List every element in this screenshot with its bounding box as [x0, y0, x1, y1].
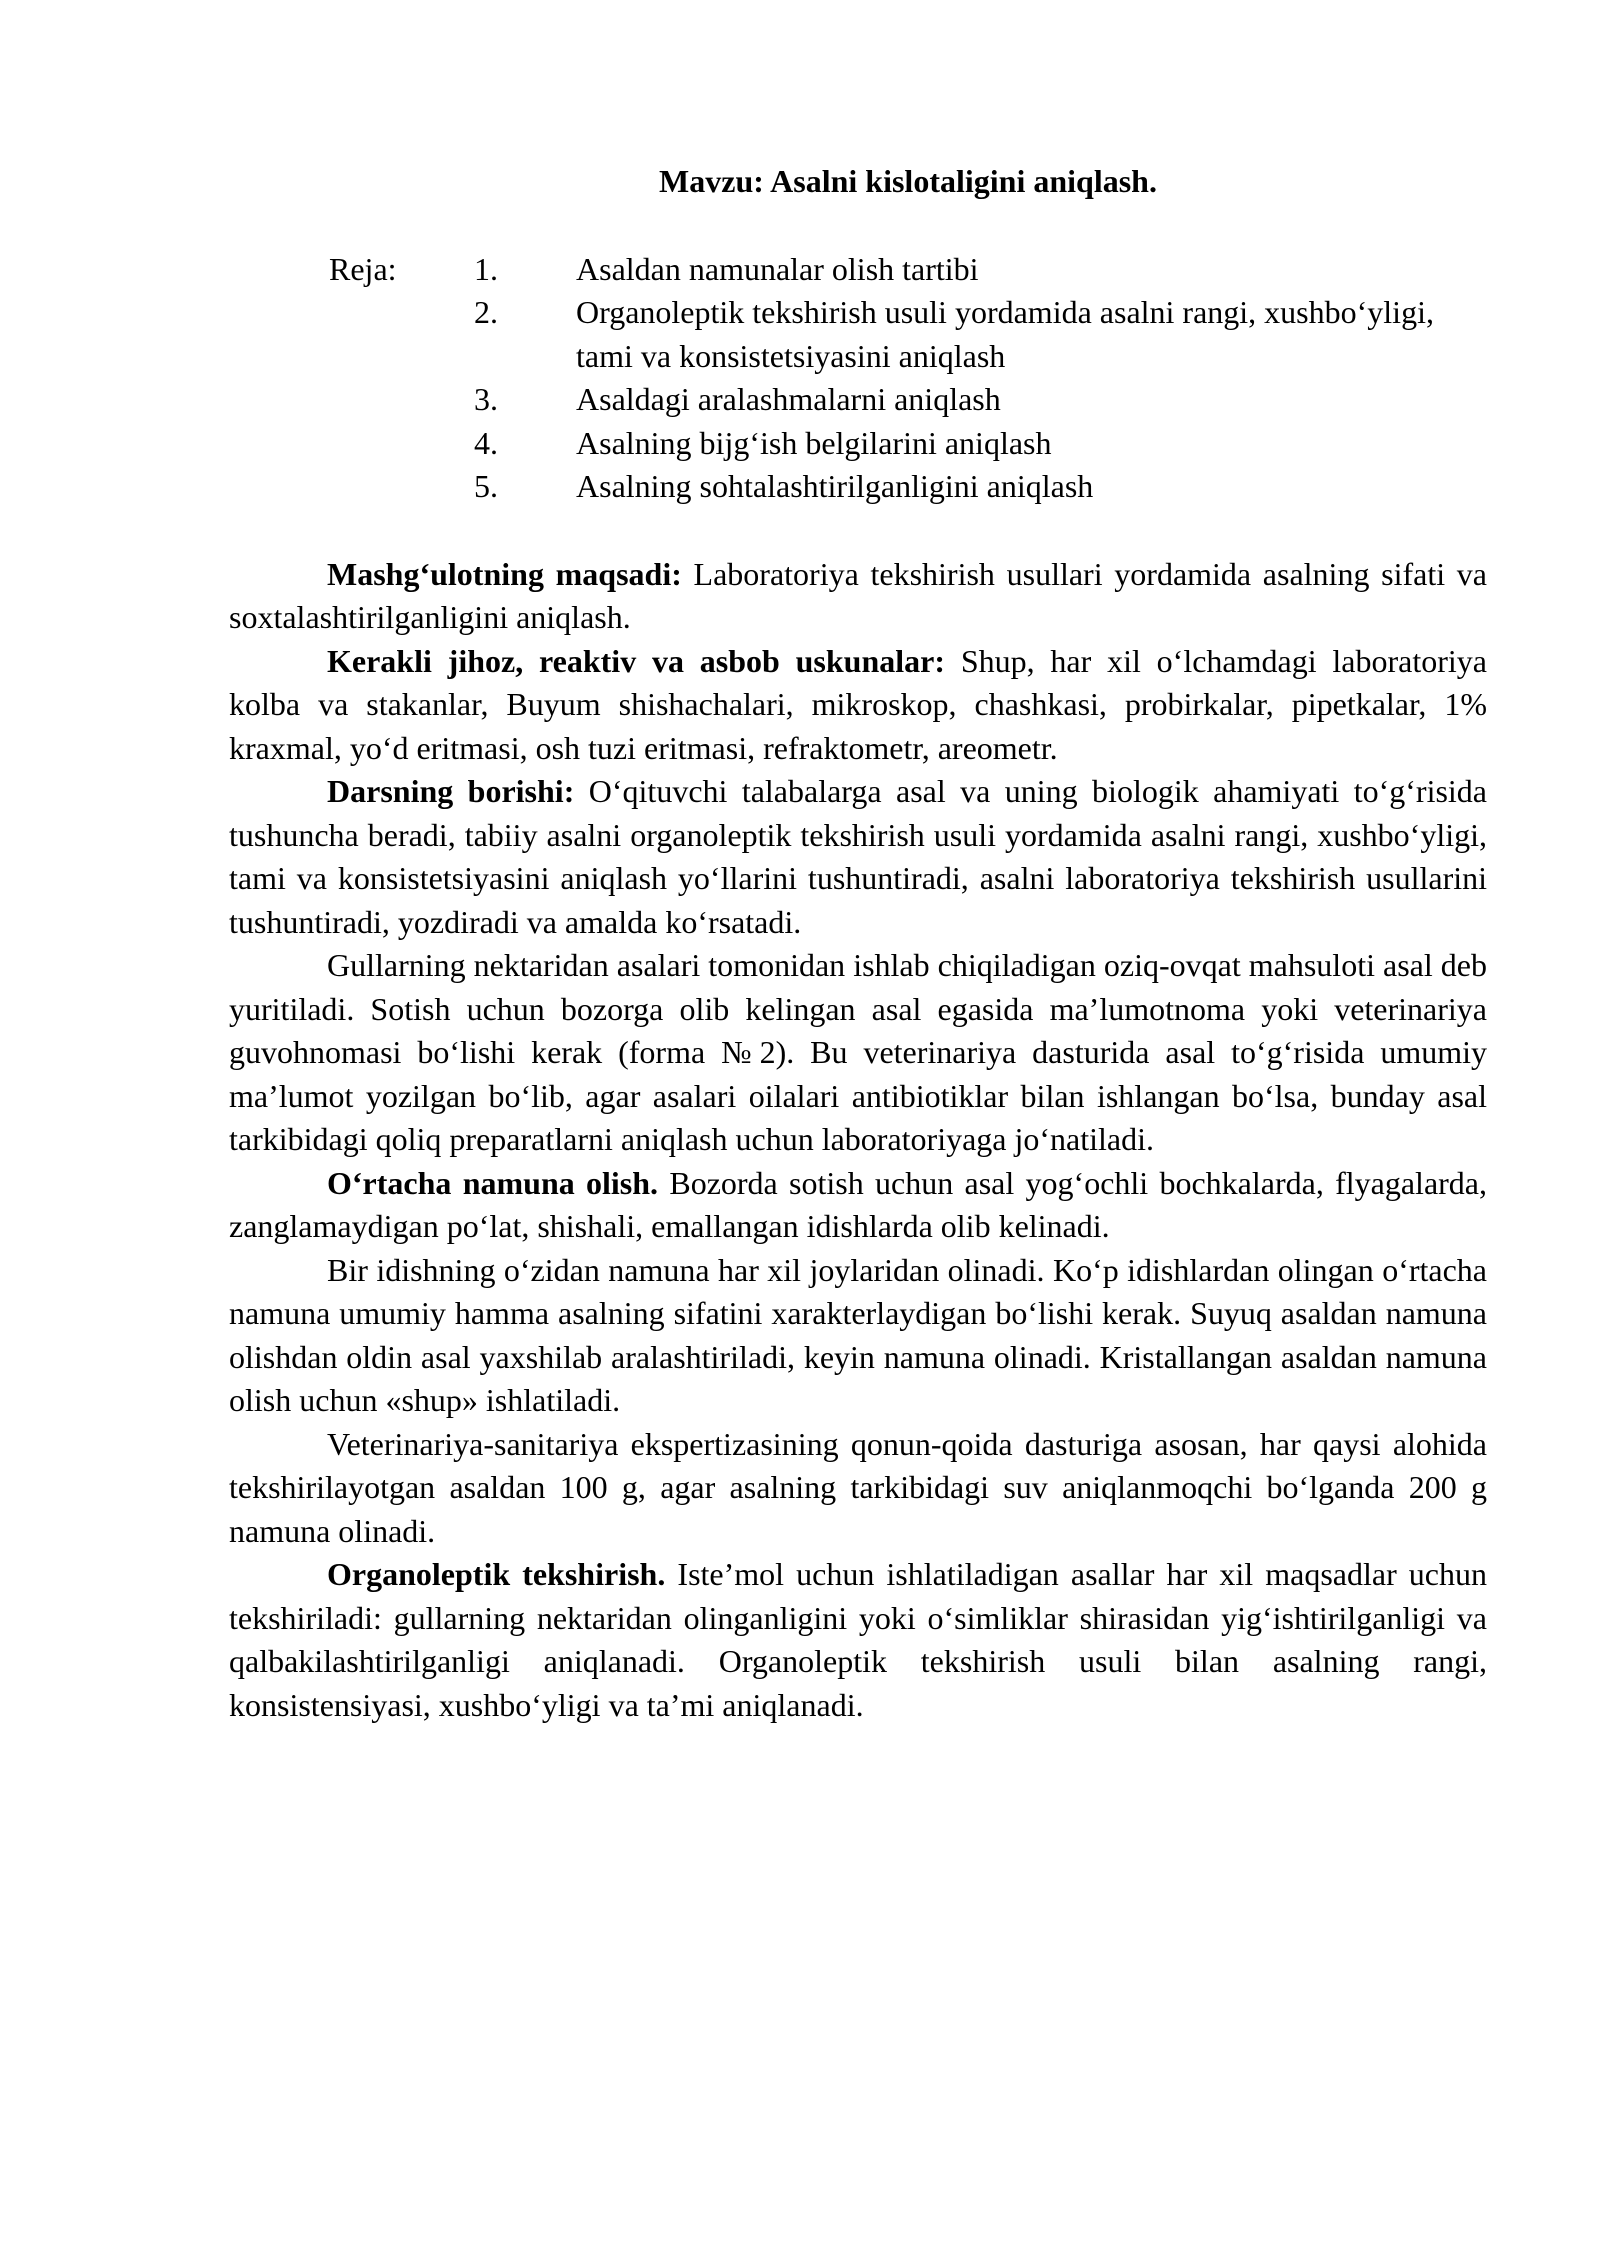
paragraph-text: Shup, har xil o‘lchamdagi laboratoriya kolba va stakanlar, Buyum shishachalari, mikroskop, chashkasi, probirkalar, pipetkalar, 1% kraxmal, yo‘d eritmasi, osh tuzi eritmasi, refraktometr, areometr. — [229, 642, 1488, 766]
paragraph-sampling — [229, 1249, 1487, 1423]
paragraph-lead: Organoleptik tekshirish. — [327, 1556, 666, 1592]
document-page — [229, 160, 1487, 1727]
paragraph-lead: Kerakli jihoz, reaktiv va asbob uskunalar: — [327, 642, 946, 679]
paragraph-text: Iste’mol uchun ishlatiladigan asallar har xil maqsadlar uchun tekshiriladi: gullarning nektaridan olinganligini yoki o‘simliklar shirasidan yig‘ishtirilganligi va qalbakilashtirilganligi aniqlanadi. Organoleptik tekshirish usuli bilan asalning rangi, konsistensiyasi, xushbo‘yligi va ta’mi aniqlanadi. — [229, 1556, 1488, 1723]
plan-label: Reja: — [329, 250, 397, 287]
plan-section — [229, 248, 1487, 509]
plan-list — [229, 248, 1487, 509]
paragraph-lead: O‘rtacha namuna olish. — [327, 1164, 659, 1201]
paragraph-text: Laboratoriya tekshirish usullari yordamida asalning sifati va soxtalashtirilganligini aniqlash. — [229, 555, 1488, 635]
plan-item-text: Organoleptik tekshirish usuli yordamida asalni rangi, xushbo‘yligi, tami va konsistetsiyasini aniqlash — [576, 294, 1434, 374]
plan-item-number: 4. — [474, 424, 498, 461]
paragraph-lead: Mashg‘ulotning maqsadi: — [327, 555, 682, 592]
paragraph-text: Gullarning nektaridan asalari tomonidan ishlab chiqiladigan oziq-ovqat mahsuloti asal deb yuritiladi. Sotish uchun bozorga olib kelingan asal egasida ma’lumotnoma yoki veterinariya guvohnomasi bo‘lishi kerak (forma №2). Bu veterinariya dasturida asal to‘g‘risida umumiy ma’lumot yozilgan bo‘lib, agar asalari oilalari antibiotiklar bilan ishlangan bo‘lsa, bunday asal tarkibidagi qoliq preparatlarni aniqlash uchun laboratoriyaga jo‘natiladi. — [229, 947, 1487, 1157]
plan-item — [229, 378, 1436, 422]
paragraph-text: Bir idishning o‘zidan namuna har xil joylaridan olinadi. Ko‘p idishlardan olingan o‘rtacha namuna umumiy hamma asalning sifatini xarakterlaydigan bo‘lishi kerak. Suyuq asaldan namuna olishdan oldin asal yaxshilab aralashtiriladi, keyin namuna olinadi. Kristallangan asaldan namuna olish uchun «shup» ishlatiladi. — [229, 1251, 1487, 1418]
plan-item — [229, 291, 1436, 378]
page-title: Mavzu: Asalni kislotaligini aniqlash. — [659, 163, 1157, 199]
plan-item — [229, 465, 1436, 509]
paragraph-organoleptic — [229, 1553, 1487, 1727]
plan-item — [229, 422, 1436, 466]
paragraph-lead: Darsning borishi: — [327, 773, 575, 809]
plan-item-text: Asalning bijg‘ish belgilarini aniqlash — [576, 424, 1052, 461]
plan-item-text: Asaldan namunalar olish tartibi — [576, 250, 979, 287]
plan-item-number: 3. — [474, 381, 498, 417]
paragraph-equipment — [229, 640, 1487, 771]
plan-item-number: 2. — [474, 294, 498, 330]
paragraph-text: O‘qituvchi talabalarga asal va uning biologik ahamiyati to‘g‘risida tushuncha beradi, tabiiy asalni organoleptik tekshirish usuli yordamida asalni rangi, xushbo‘yligi, tami va konsistetsiyasini aniqlash yo‘llarini tushuntiradi, asalni laboratoriya tekshirish usullarini tushuntiradi, yozdiradi va amalda ko‘rsatadi. — [229, 773, 1488, 940]
paragraph-lesson-flow — [229, 770, 1487, 944]
paragraph-sample-size — [229, 1423, 1487, 1554]
plan-item-text: Asalning sohtalashtirilganligini aniqlash — [576, 468, 1094, 504]
paragraph-goal — [229, 553, 1487, 640]
paragraph-text: Bozorda sotish uchun asal yog‘ochli bochkalarda, flyagalarda, zanglamaydigan po‘lat, shishali, emallangan idishlarda olib kelinadi. — [229, 1164, 1488, 1244]
plan-item-text: Asaldagi aralashmalarni aniqlash — [576, 381, 1001, 417]
paragraph-text: Veterinariya-sanitariya ekspertizasining qonun-qoida dasturiga asosan, har qaysi alohida tekshirilayotgan asaldan 100 g, agar asalning tarkibidagi suv aniqlanmoqchi bo‘lganda 200 g namuna olinadi. — [229, 1425, 1487, 1549]
paragraph-average-sample — [229, 1162, 1487, 1249]
paragraph-honey-definition — [229, 944, 1487, 1162]
plan-item — [229, 248, 1436, 292]
plan-item-number: 5. — [474, 468, 498, 504]
plan-item-number: 1. — [474, 250, 498, 287]
